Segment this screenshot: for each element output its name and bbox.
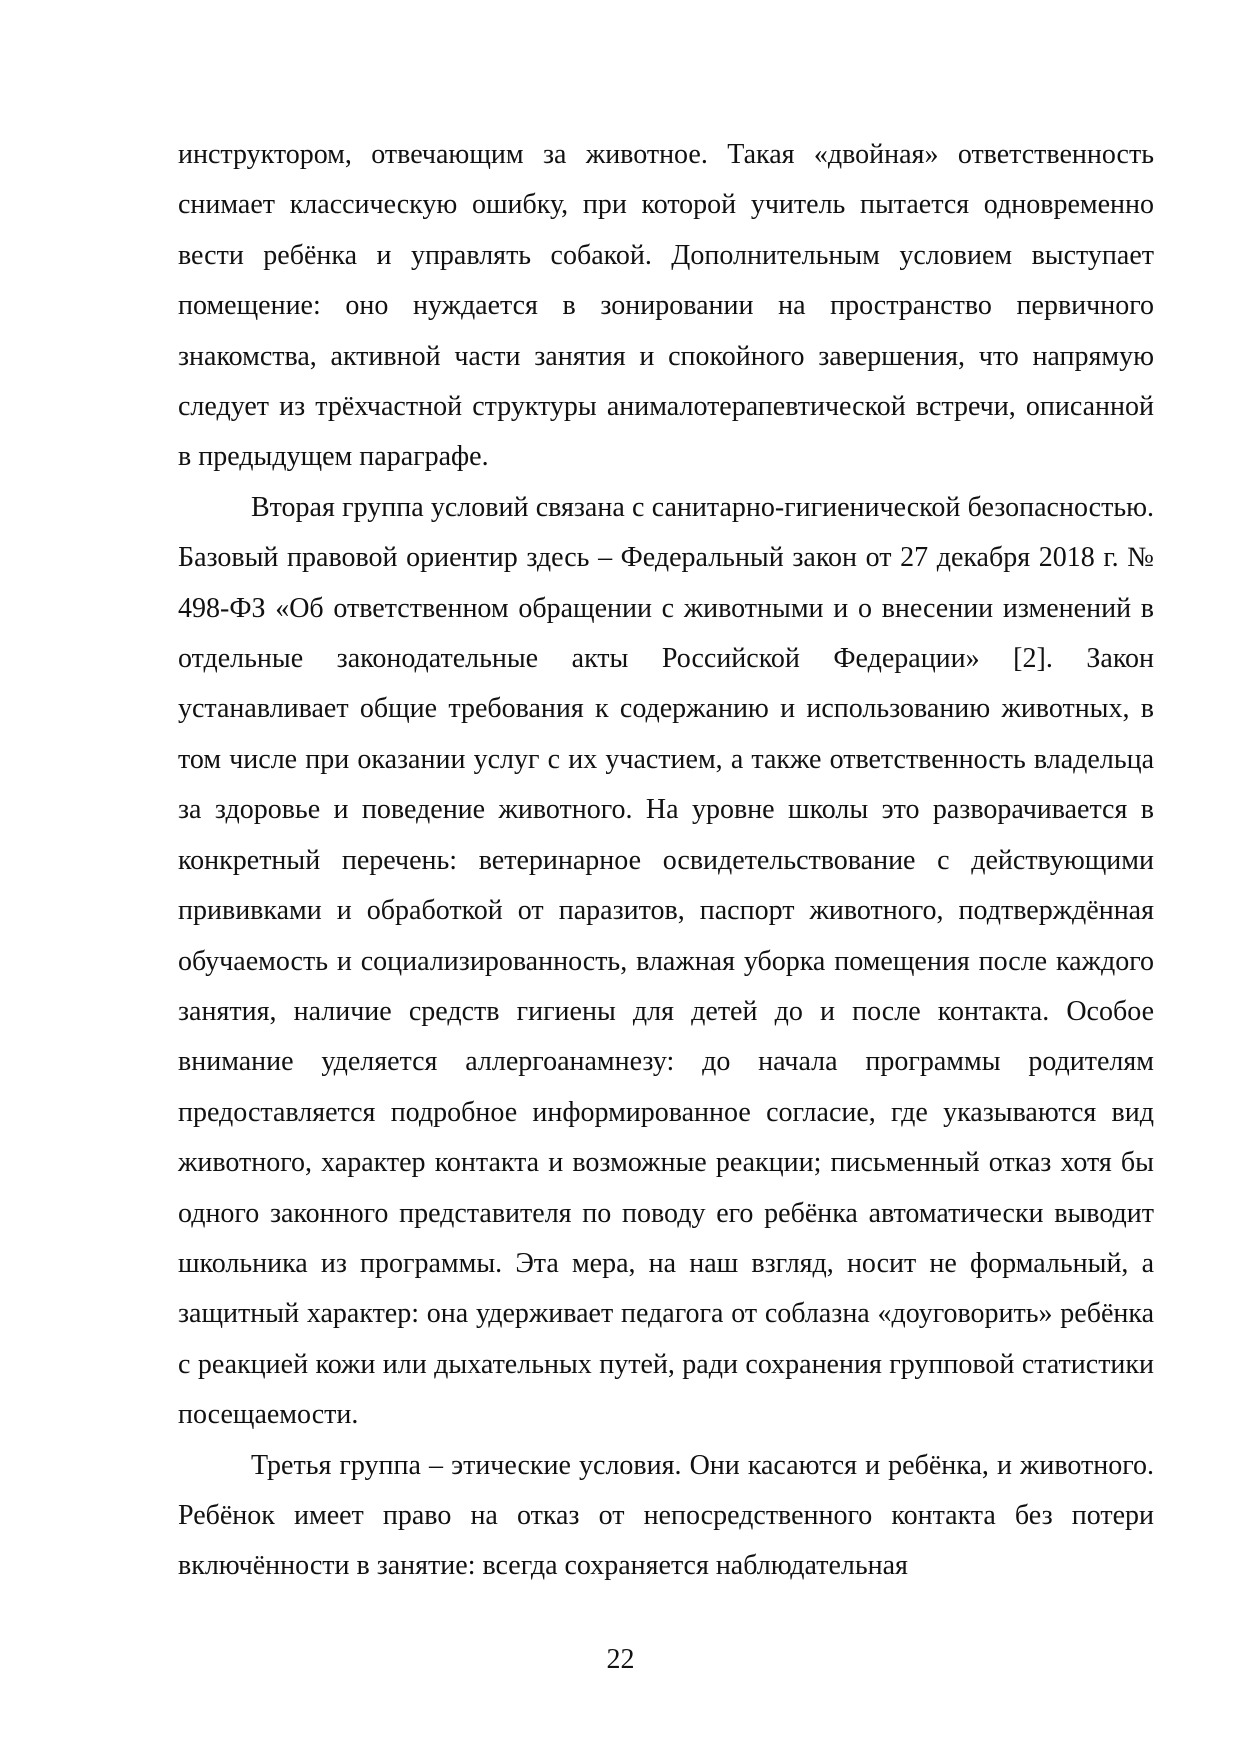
document-body (178, 130, 1154, 1592)
paragraph-sanitary-conditions: Вторая группа условий связана с санитарно-гигиенической безопасностью. Базовый правовой ориентир здесь – Федеральный закон от 27 декабря 2018 г. № 498-ФЗ «Об ответственном обращении с животными и о внесении изменений в отдельные законодательные акты Российской Федерации» [2]. Закон устанавливает общие требования к содержанию и использованию животных, в том числе при оказании услуг с их участием, а также ответственность владельца за здоровье и поведение животного. На уровне школы это разворачивается в конкретный перечень: ветеринарное освидетельствование с действующими прививками и обработкой от паразитов, паспорт животного, подтверждённая обучаемость и социализированность, влажная уборка помещения после каждого занятия, наличие средств гигиены для детей до и после контакта. Особое внимание уделяется аллергоанамнезу: до начала программы родителям предоставляется подробное информированное согласие, где указываются вид животного, характер контакта и возможные реакции; письменный отказ хотя бы одного законного представителя по поводу его ребёнка автоматически выводит школьника из программы. Эта мера, на наш взгляд, носит не формальный, а защитный характер: она удерживает педагога от соблазна «доуговорить» ребёнка с реакцией кожи или дыхательных путей, ради сохранения групповой статистики посещаемости. (178, 491, 1154, 1431)
page-number: 22 (606, 1644, 635, 1675)
paragraph-continuation: инструктором, отвечающим за животное. Такая «двойная» ответственность снимает классическую ошибку, при которой учитель пытается одновременно вести ребёнка и управлять собакой. Дополнительным условием выступает помещение: оно нуждается в зонировании на пространство первичного знакомства, активной части занятия и спокойного завершения, что напрямую следует из трёхчастной структуры анималотерапевтической встречи, описанной в предыдущем параграфе. (178, 139, 1154, 473)
paragraph-ethical-conditions: Третья группа – этические условия. Они касаются и ребёнка, и животного. Ребёнок имеет право на отказ от непосредственного контакта без потери включённости в занятие: всегда сохраняется наблюдательная (178, 1449, 1154, 1582)
